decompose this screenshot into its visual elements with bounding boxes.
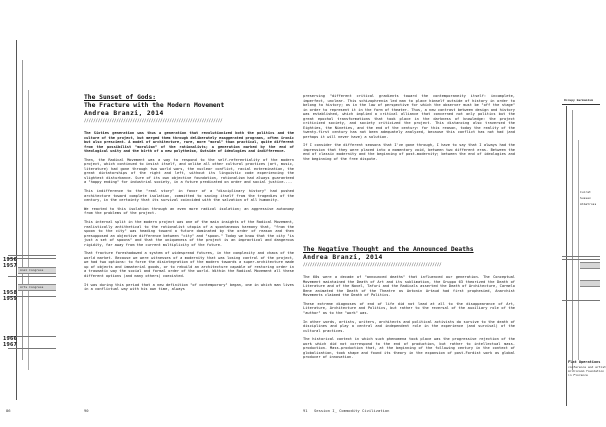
timeline-axis bbox=[22, 60, 23, 360]
timeline-band: Anal Congress bbox=[18, 267, 56, 274]
paragraph: The historical context in which such phenomena took place was the progressive rejection of the work which did not correspond to the end of production, but rather to intellectual mass-production. Mass-production that, at the beginning of the following century in the context of globalization, took shape and found its theory in the expansion of post-Fordist work as global producer of innovation. bbox=[303, 337, 515, 360]
paragraph: It was during this period that a new definition "of contemporary" began, one in which man lives in a conflictual way with his own time, always bbox=[84, 282, 294, 292]
timeline-axis bbox=[28, 90, 29, 370]
right-timeline bbox=[560, 0, 606, 427]
article-body-continued bbox=[303, 94, 515, 166]
paragraph: In other words, artists, writers, architects and political activists do survive to the death of disciplines and play a central and independent role in the experience (and survival) of the cultural practices. bbox=[303, 319, 515, 333]
article-author: Andrea Branzi, 2014 bbox=[303, 254, 383, 261]
timeline-footer-label: conference and artist bbox=[568, 365, 606, 369]
page-number: 90 bbox=[84, 408, 89, 413]
paragraph: The Sixties generation was thus a generation that revolutionized both the politics and the culture of the project, but merged them through deliberately exaggerated programs, often ironic but also prescient. A model of architecture, rare, more "moral" than practical, quite different from the possibilist "moralism" of the rationalists; a generation marked by the end of theological unity and the birth of a new polytheism, Outside of ideologies and indifference. bbox=[84, 131, 294, 153]
timeline-band: Arts Congress bbox=[18, 284, 56, 291]
paragraph: We reacted to this isolation through an even more radical isolation; an aggressive autonomy from the problems of the project. bbox=[84, 206, 294, 216]
article-title: The Negative Thought and the Announced Deaths bbox=[303, 246, 474, 253]
timeline-axis bbox=[572, 110, 573, 370]
timeline-mini-label: Albatross bbox=[580, 202, 597, 206]
timeline-year: 1959 bbox=[3, 296, 18, 302]
article-body bbox=[303, 275, 515, 364]
page-number: 91 bbox=[303, 408, 308, 413]
timeline-axis bbox=[578, 140, 579, 360]
paragraph: Then, the Radical Movement was a way to respond to the self-referentiality of the modern project, which continued to insist itself, and unlike all other cultural practices (art, music, literature) had gone through two world wars, the nuclear conflict, racial extermination, the great dictatorships of the right and left, without its linguistic code experiencing the slightest disturbance. Sure of its own objective foundation, rationalism had always guaranteed a "happy ending" for industrial society, in a future predicated on order and social justice.... bbox=[84, 157, 294, 185]
paragraph: If I consider the different seasons that I've gone through, I have to say that I always had the impression that they were placed into a momentary void, between two different eras. Between the end of classic modernity and the beginning of post-modernity; between the end of ideologies and the beginning of the free dispute. bbox=[303, 143, 515, 161]
timeline-year: 1957 bbox=[3, 263, 18, 269]
timeline-footer-label: Archizoom foundation bbox=[568, 369, 605, 373]
timeline-footer-label: Flat Operations bbox=[568, 360, 601, 364]
timeline-rule bbox=[562, 256, 600, 257]
page-number: 86 bbox=[6, 408, 11, 413]
left-column bbox=[84, 0, 294, 427]
article-subtitle: The Fracture with the Modern Movement bbox=[84, 102, 225, 109]
timeline-rule bbox=[8, 255, 56, 256]
timeline-year: 1958 bbox=[3, 290, 18, 296]
timeline-rule bbox=[8, 348, 56, 349]
paragraph: These extreme diagnoses of end of life did not lead at all to the disappearance of Art, Literature, Architecture and Politics, but rather to the reversal of the auxiliary role of the "author" as to the "work" was. bbox=[303, 301, 515, 315]
paragraph: preserving "different critical gradients toward the contemporaneity itself: incomplete, imperfect, unclear. This schizophrenia led man to place himself outside of history in order to belong to history; as in the law of perspective for which the observer must be "off the stage" in order to represent it in the form of theater. Thus, a new contrast between design and history was established, which implied a critical alliance that concerned not only politics but the great epochal transformations that took place in the darkness of knowledge: the project criticized society, and society criticized the project. This distancing also traversed the Eighties, the Nineties, and the end of the century: for this reason, today the reality of the twenty-first century has not been adequately analyzed, because this conflict has not had (and perhaps it will never have) a solution. bbox=[303, 94, 515, 139]
timeline-mini-label: Sussex bbox=[580, 196, 591, 200]
timeline-rule bbox=[562, 259, 600, 260]
running-title: Session I_ Commodity Civilization bbox=[314, 408, 390, 413]
timeline-band bbox=[580, 262, 600, 269]
right-column bbox=[303, 0, 515, 427]
article-body bbox=[84, 131, 294, 296]
timeline-mini-label: Cuirat bbox=[580, 190, 591, 194]
timeline-year: 1956 bbox=[3, 257, 18, 263]
timeline-rule bbox=[562, 300, 600, 301]
divider: //////////////////////////////////////////////////////////// bbox=[303, 262, 442, 267]
timeline-year: 1967 bbox=[3, 342, 18, 348]
timeline-rule bbox=[8, 276, 56, 277]
paragraph: This internal split in the modern project was one of the main insights of the Radical Movement, realistically antithetical to the rationalist utopia of a spontaneous harmony that, "from the spoon to the city" was heading toward a future dominated by the order of reason and then presupposed an objective difference between "city" and "spoon." Today we know that the city "is just a set of spoons" and that the uniqueness of the project is an impractical and dangerous rigidity, far away from the current multiplicity of the future. bbox=[84, 220, 294, 247]
timeline-rule bbox=[562, 104, 600, 105]
article-title: The Sunset of Gods: bbox=[84, 94, 157, 101]
timeline-footer-label: in Florence bbox=[568, 373, 588, 377]
article-heading bbox=[303, 246, 515, 268]
divider: //////////////////////////////////////////////////////////// bbox=[84, 118, 223, 123]
timeline-band bbox=[580, 280, 600, 287]
article-author: Andrea Branzi, 2014 bbox=[84, 110, 164, 117]
timeline-header: Occupy Gurmanism bbox=[564, 98, 593, 102]
paragraph: The 60s were a decade of "announced deaths" that influenced our generation. The Conceptual Movement maintained the Death of Art and its sublimation, the Gruppo 63 theorized the Death of Literature and of the Novel, Tafuri and the Radicals asserted the Death of Architecture, Carmelo Bene animated the Death of the Theatre as Antonin Artaud had first prophesied, Anarchist Movements claimed the Death of Politics. bbox=[303, 275, 515, 297]
paragraph: That fracture foreshadowed a system of widespread futures, in the complexity and chaos of the world market. Because we were witnesses of a modernity that was losing control of the project, we had two options: to force the disintegration of the modern towards a super-architecture made up of objects and immaterial goods, or to rebuild an architecture capable of restoring order in a traumatic way the social and formal order of the world. Within the Radical Movement all these different options (and many others) coexisted. bbox=[84, 251, 294, 278]
paragraph: This indifference to the "real story" in favor of a "disciplinary history" had pushed architecture toward complete isolation, committed to saving itself from the tragedies of the century, in the certainty that its survival coincided with the salvation of all humanity. bbox=[84, 189, 294, 203]
timeline-year: 1966 bbox=[3, 336, 18, 342]
article-heading bbox=[84, 94, 294, 124]
left-timeline bbox=[0, 0, 56, 427]
